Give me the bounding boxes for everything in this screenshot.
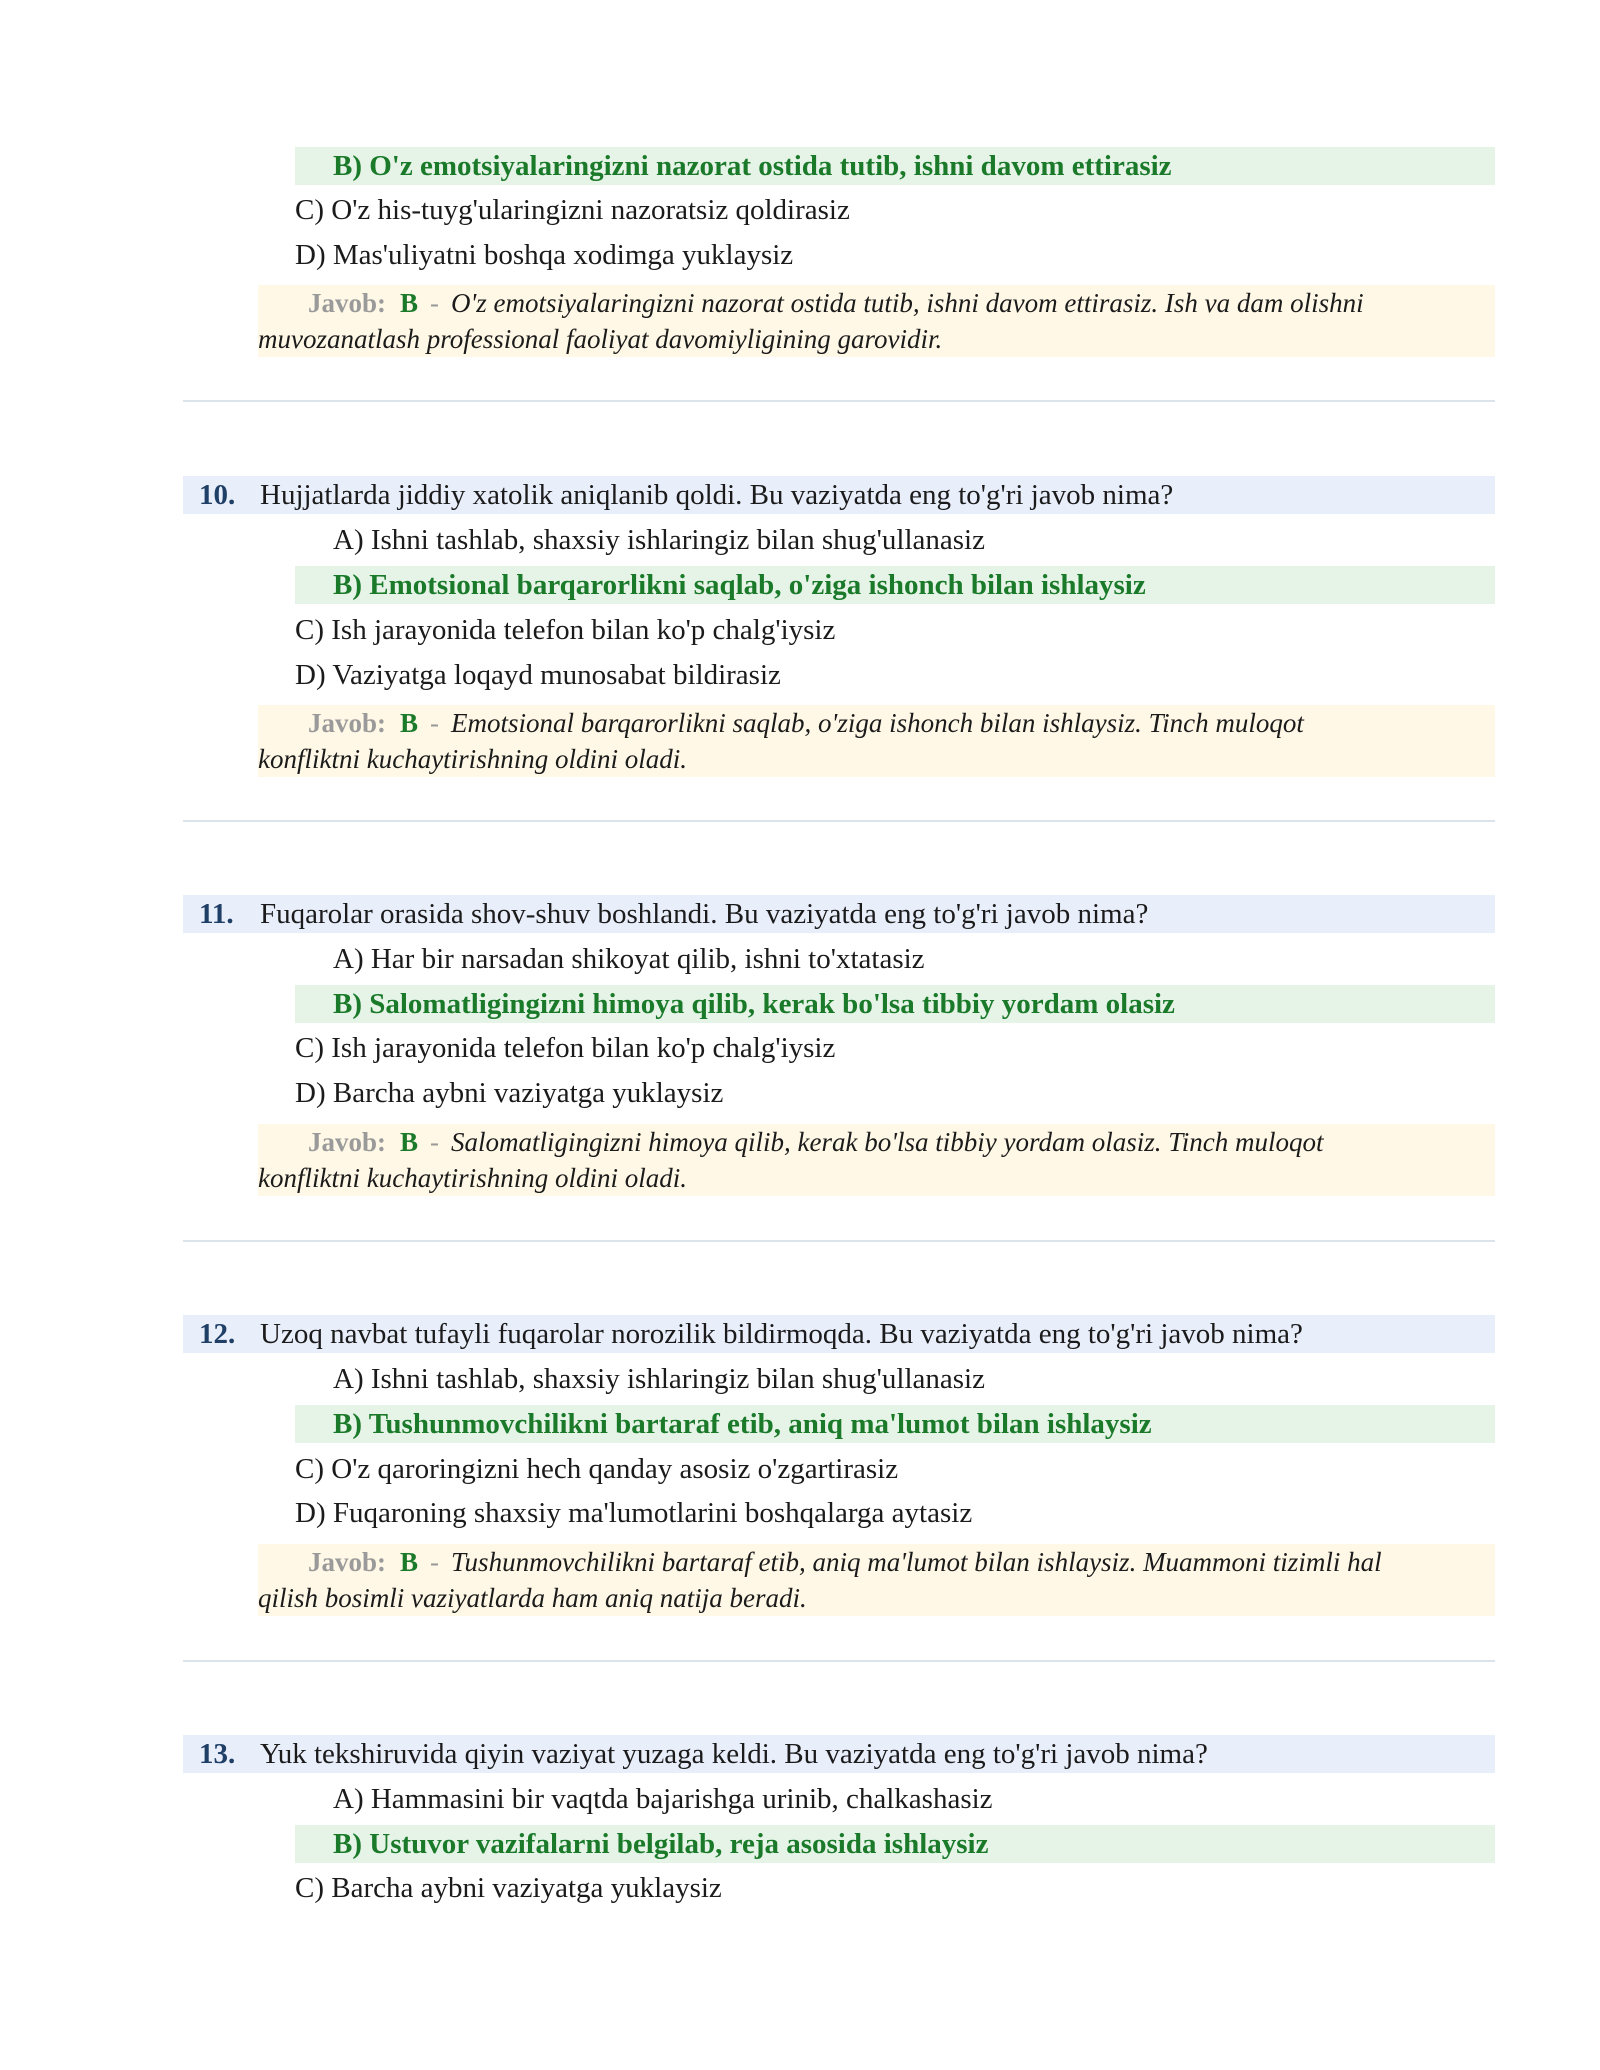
option-b-correct: B) Salomatligingizni himoya qilib, kerak bo'lsa tibbiy yordam olasiz bbox=[295, 985, 1495, 1023]
answer-label: Javob: bbox=[308, 288, 387, 318]
question-text: Uzoq navbat tufayli fuqarolar norozilik bildirmoqda. Bu vaziyatda eng to'g'ri javob nima? bbox=[260, 1318, 1303, 1350]
answer-explanation-cont: muvozanatlash professional faoliyat davomiyligining garovidir. bbox=[258, 324, 943, 354]
answer-box bbox=[258, 1544, 1495, 1616]
question-text: Hujjatlarda jiddiy xatolik aniqlanib qoldi. Bu vaziyatda eng to'g'ri javob nima? bbox=[260, 479, 1174, 511]
answer-explanation: Tushunmovchilikni bartaraf etib, aniq ma'lumot bilan ishlaysiz. Muammoni tizimli hal bbox=[451, 1547, 1382, 1577]
option-b-correct: B) O'z emotsiyalaringizni nazorat ostida tutib, ishni davom ettirasiz bbox=[295, 147, 1495, 185]
answer-letter: B bbox=[400, 708, 419, 738]
answer-letter: B bbox=[400, 1547, 419, 1577]
question-number: 13. bbox=[199, 1738, 236, 1770]
option-b-correct: B) Ustuvor vazifalarni belgilab, reja asosida ishlaysiz bbox=[295, 1825, 1495, 1863]
question-12 bbox=[183, 1315, 1495, 1353]
answer-explanation: O'z emotsiyalaringizni nazorat ostida tutib, ishni davom ettirasiz. Ish va dam olishni bbox=[451, 288, 1364, 318]
question-number: 10. bbox=[199, 479, 236, 511]
answer-explanation: Salomatligingizni himoya qilib, kerak bo'lsa tibbiy yordam olasiz. Tinch muloqot bbox=[451, 1127, 1324, 1157]
question-number: 12. bbox=[199, 1318, 236, 1350]
option-d: D) Fuqaroning shaxsiy ma'lumotlarini boshqalarga aytasiz bbox=[295, 1497, 973, 1529]
option-c: C) Ish jarayonida telefon bilan ko'p chalg'iysiz bbox=[295, 1032, 836, 1064]
option-a: A) Hammasini bir vaqtda bajarishga urinib, chalkashasiz bbox=[333, 1783, 993, 1815]
divider bbox=[183, 1660, 1495, 1662]
answer-box bbox=[258, 705, 1495, 777]
divider bbox=[183, 820, 1495, 822]
question-10 bbox=[183, 476, 1495, 514]
divider bbox=[183, 1240, 1495, 1242]
question-11 bbox=[183, 895, 1495, 933]
answer-dash: - bbox=[430, 1547, 440, 1577]
option-d: D) Barcha aybni vaziyatga yuklaysiz bbox=[295, 1077, 724, 1109]
answer-explanation: Emotsional barqarorlikni saqlab, o'ziga ishonch bilan ishlaysiz. Tinch muloqot bbox=[451, 708, 1304, 738]
answer-explanation-cont: qilish bosimli vaziyatlarda ham aniq natija beradi. bbox=[258, 1583, 807, 1613]
question-text: Yuk tekshiruvida qiyin vaziyat yuzaga keldi. Bu vaziyatda eng to'g'ri javob nima? bbox=[260, 1738, 1208, 1770]
option-c: C) O'z his-tuyg'ularingizni nazoratsiz qoldirasiz bbox=[295, 194, 850, 226]
answer-explanation-cont: konfliktni kuchaytirishning oldini oladi. bbox=[258, 1163, 687, 1193]
option-d: D) Mas'uliyatni boshqa xodimga yuklaysiz bbox=[295, 239, 794, 271]
option-b-correct: B) Tushunmovchilikni bartaraf etib, aniq ma'lumot bilan ishlaysiz bbox=[295, 1405, 1495, 1443]
option-c: C) Ish jarayonida telefon bilan ko'p chalg'iysiz bbox=[295, 614, 836, 646]
question-13 bbox=[183, 1735, 1495, 1773]
question-text: Fuqarolar orasida shov-shuv boshlandi. Bu vaziyatda eng to'g'ri javob nima? bbox=[260, 898, 1149, 930]
option-c: C) Barcha aybni vaziyatga yuklaysiz bbox=[295, 1872, 722, 1904]
answer-label: Javob: bbox=[308, 708, 387, 738]
question-number: 11. bbox=[199, 898, 234, 930]
answer-label: Javob: bbox=[308, 1547, 387, 1577]
answer-box bbox=[258, 285, 1495, 357]
answer-dash: - bbox=[430, 288, 440, 318]
option-d: D) Vaziyatga loqayd munosabat bildirasiz bbox=[295, 659, 781, 691]
option-a: A) Ishni tashlab, shaxsiy ishlaringiz bilan shug'ullanasiz bbox=[333, 1363, 985, 1395]
divider bbox=[183, 400, 1495, 402]
answer-box bbox=[258, 1124, 1495, 1196]
option-a: A) Har bir narsadan shikoyat qilib, ishni to'xtatasiz bbox=[333, 943, 925, 975]
answer-letter: B bbox=[400, 1127, 419, 1157]
option-b-correct: B) Emotsional barqarorlikni saqlab, o'ziga ishonch bilan ishlaysiz bbox=[295, 566, 1495, 604]
answer-letter: B bbox=[400, 288, 419, 318]
answer-label: Javob: bbox=[308, 1127, 387, 1157]
option-a: A) Ishni tashlab, shaxsiy ishlaringiz bilan shug'ullanasiz bbox=[333, 524, 985, 556]
answer-dash: - bbox=[430, 1127, 440, 1157]
option-c: C) O'z qaroringizni hech qanday asosiz o'zgartirasiz bbox=[295, 1453, 899, 1485]
answer-explanation-cont: konfliktni kuchaytirishning oldini oladi. bbox=[258, 744, 687, 774]
answer-dash: - bbox=[430, 708, 440, 738]
